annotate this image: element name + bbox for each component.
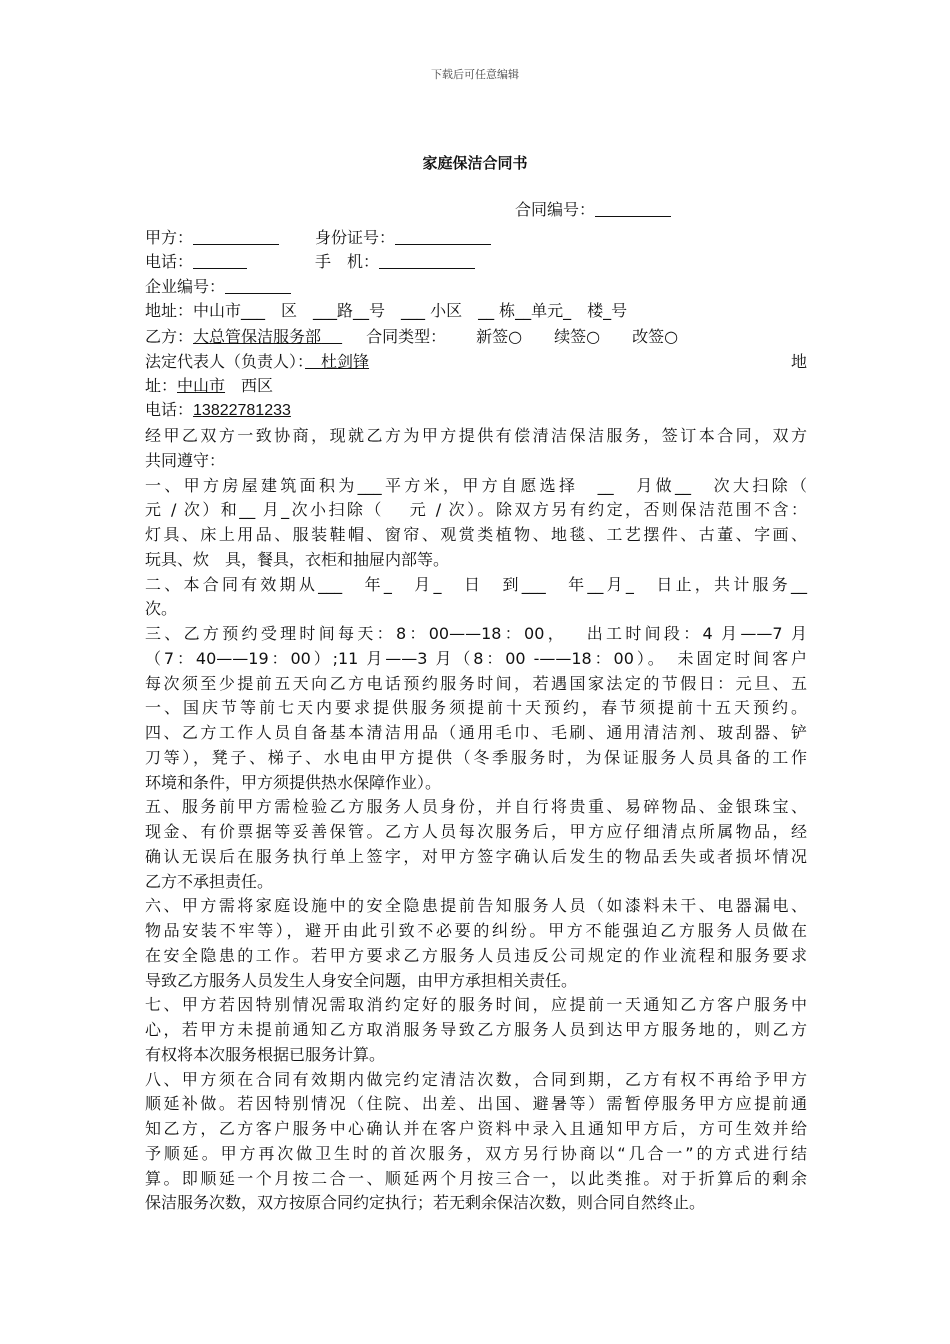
party-b-row xyxy=(145,325,807,349)
type-new[interactable]: 新签○ xyxy=(476,327,523,346)
body-line: 导致乙方服务人员发生人身安全问题，由甲方承担相关责任。 xyxy=(145,970,578,990)
phone-label: 电话： xyxy=(145,252,194,271)
body-line: 经甲乙双方一致协商，现就乙方为甲方提供有偿清洁保洁服务，签订本合同，双方 xyxy=(145,426,807,445)
enterprise-row xyxy=(145,275,807,299)
body-line: 物品安装不牢等），避开由此引致不必要的纠纷。甲方不能强迫乙方服务人员做在 xyxy=(145,921,807,940)
address-label-end: 地 xyxy=(790,352,807,371)
body-line: 八、甲方须在合同有效期内做完约定清洁次数，合同到期，乙方有权不再给予甲方 xyxy=(145,1069,807,1089)
body-line: 五、服务前甲方需检验乙方服务人员身份，并自行将贵重、易碎物品、金银珠宝、 xyxy=(145,797,807,817)
contract-type-label: 合同类型： xyxy=(366,327,447,346)
contract-no-row xyxy=(145,198,807,222)
party-a-field[interactable] xyxy=(193,228,279,245)
phone-field[interactable] xyxy=(193,252,247,269)
enterprise-no-label: 企业编号： xyxy=(145,277,226,296)
address2-district: 西区 xyxy=(241,376,274,395)
party-a-label: 甲方： xyxy=(145,228,194,247)
body-line: 确认无误后在服务执行单上签字，对甲方签字确认后发生的物品丢失或者损坏情况 xyxy=(145,846,807,866)
phone2-number: 13822781233 xyxy=(193,402,291,419)
legal-rep-name: 杜剑锋 xyxy=(321,352,370,371)
document-title: 家庭保洁合同书 xyxy=(422,154,528,172)
phone-row xyxy=(145,250,807,274)
body-line: 元 / 次）和__ 月_次小扫除（ 元 / 次）。除双方另有约定，否则保洁范围不含： xyxy=(145,500,807,520)
header-note: 下载后可任意编辑 xyxy=(431,68,519,81)
mobile-field[interactable] xyxy=(379,252,475,269)
enterprise-no-field[interactable] xyxy=(225,277,291,294)
body-line: 四、乙方工作人员自备基本清洁用品（通用毛巾、毛刷、通用清洁剂、玻刮器、铲 xyxy=(145,723,807,742)
body-line: 顺延补做。若因特别情况（住院、出差、出国、避暑等）需暂停服务甲方应提前通 xyxy=(145,1094,807,1114)
type-change[interactable]: 改签○ xyxy=(632,327,679,346)
body-line: 予顺延。甲方再次做卫生时的首次服务，双方另行协商以“几合一”的方式进行结 xyxy=(145,1143,807,1163)
phone2-label: 电话： xyxy=(145,400,194,419)
body-line: 三、乙方预约受理时间每天：8：00——18：00， 出工时间段：4 月——7 月 xyxy=(145,624,807,643)
body-line: 刀等），凳子、梯子、水电由甲方提供（冬季服务时，为保证服务人员具备的工作 xyxy=(145,747,807,767)
contract-no-label: 合同编号： xyxy=(515,200,596,219)
legal-rep-label: 法定代表人（负责人）： xyxy=(145,352,306,371)
body-line: 玩具、炊 具，餐具，衣柜和抽屉内部等。 xyxy=(145,549,450,569)
address2-row xyxy=(145,374,807,398)
party-b-name: 大总管保洁服务部 xyxy=(193,327,322,346)
party-a-row xyxy=(145,226,807,250)
phone2-row xyxy=(145,398,807,422)
address2-prefix: 址： xyxy=(145,376,178,395)
body-line: 二、本合同有效期从___ 年_ 月_ 日 到___ 年__月_ 日止，共计服务__ xyxy=(145,574,807,594)
body-line: 每次须至少提前五天向乙方电话预约服务时间，若遇国家法定的节假日：元旦、五 xyxy=(145,673,807,693)
body-line: 心，若甲方未提前通知乙方取消服务导致乙方服务人员到达甲方服务地的，则乙方 xyxy=(145,1020,807,1039)
body-line: 算。即顺延一个月按二合一、顺延两个月按三合一，以此类推。对于折算后的剩余 xyxy=(145,1168,807,1188)
body-line: 现金、有价票据等妥善保管。乙方人员每次服务后，甲方应仔细清点所属物品，经 xyxy=(145,822,807,841)
body-line: 一、国庆节等前七天内要求提供服务须提前十天预约，春节须提前十五天预约。 xyxy=(145,698,807,718)
body-line: （7：40——19：00）;11 月——3 月（8：00 -——18：00）。 未固定时间客户 xyxy=(145,648,807,668)
body-line: 次。 xyxy=(145,599,178,619)
body-line: 一、甲方房屋建筑面积为___平方米，甲方自愿选择 __ 月做__ 次大扫除（ xyxy=(145,475,807,495)
party-b-label: 乙方： xyxy=(145,327,194,346)
body-line: 有权将本次服务根据已服务计算。 xyxy=(145,1044,386,1064)
body-line: 保洁服务次数，双方按原合同约定执行；若无剩余保洁次数，则合同自然终止。 xyxy=(145,1193,706,1213)
id-field[interactable] xyxy=(395,228,491,245)
address-row: 地址：中山市___ 区 ___路__号 ___ 小区 __ 栋__单元_ 楼_号 xyxy=(145,301,628,320)
address2-city: 中山市 xyxy=(177,376,226,395)
contract-no-field[interactable] xyxy=(595,200,671,217)
body-line: 灯具、床上用品、服装鞋帽、窗帘、观赏类植物、地毯、工艺摆件、古董、字画、 xyxy=(145,525,807,544)
body-line: 共同遵守： xyxy=(145,450,226,470)
body-line: 环境和条件，甲方须提供热水保障作业）。 xyxy=(145,772,442,792)
legal-rep-row xyxy=(145,350,807,374)
body-line: 七、甲方若因特别情况需取消约定好的服务时间，应提前一天通知乙方客户服务中 xyxy=(145,995,807,1015)
mobile-label: 手 机： xyxy=(315,252,380,271)
body-line: 在安全隐患的工作。若甲方要求乙方服务人员违反公司规定的作业流程和服务要求 xyxy=(145,945,807,965)
id-label: 身份证号： xyxy=(315,228,396,247)
type-renew[interactable]: 续签○ xyxy=(554,327,601,346)
body-line: 六、甲方需将家庭设施中的安全隐患提前告知服务人员（如漆料未干、电器漏电、 xyxy=(145,896,807,916)
body-line: 知乙方，乙方客户服务中心确认并在客户资料中录入且通知甲方后，方可生效并给 xyxy=(145,1119,807,1138)
body-line: 乙方不承担责任。 xyxy=(145,871,274,891)
